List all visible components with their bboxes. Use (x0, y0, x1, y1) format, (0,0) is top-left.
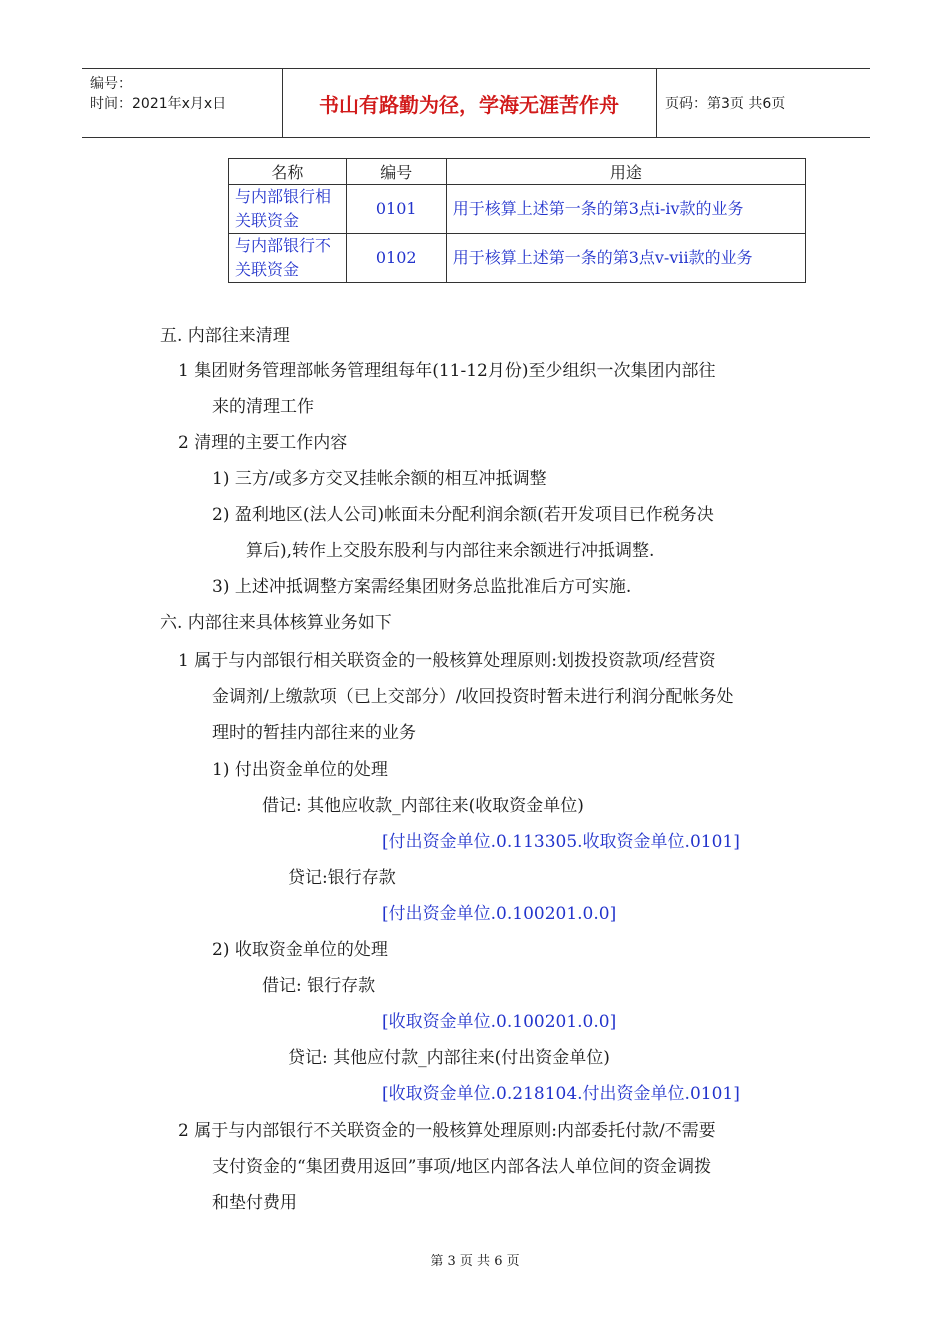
body-line: 来的清理工作 (212, 397, 314, 417)
cell-usage: 用于核算上述第一条的第3点v-vii款的业务 (446, 234, 805, 283)
column-header-code: 编号 (346, 159, 446, 185)
section-heading-5: 五. 内部往来清理 (160, 326, 290, 346)
table-header-row (229, 159, 806, 185)
body-line: 金调剂/上缴款项（已上交部分）/收回投资时暂未进行利润分配帐务处 (212, 687, 734, 707)
table-row (229, 185, 806, 234)
header-page: 页码：第3页 共6页 (665, 96, 786, 112)
cell-code: 0102 (346, 234, 446, 283)
body-line: 2 属于与内部银行不关联资金的一般核算处理原则:内部委托付款/不需要 (178, 1121, 716, 1141)
entry-line: 贷记:银行存款 (288, 868, 396, 888)
body-line: 1 属于与内部银行相关联资金的一般核算处理原则:划拨投资款项/经营资 (178, 651, 716, 671)
account-code: [付出资金单位.0.113305.收取资金单位.0101] (382, 832, 740, 852)
entry-line: 借记: 银行存款 (262, 976, 376, 996)
page-header (82, 68, 870, 138)
body-line: 2) 盈利地区(法人公司)帐面未分配利润余额(若开发项目已作税务决 (212, 505, 714, 525)
body-line: 算后),转作上交股东股利与内部往来余额进行冲抵调整. (246, 541, 655, 561)
body-line: 1) 三方/或多方交叉挂帐余额的相互冲抵调整 (212, 469, 547, 489)
header-meta (82, 69, 283, 137)
body-line: 1) 付出资金单位的处理 (212, 760, 388, 780)
header-time: 时间：2021年x月x日 (90, 96, 227, 112)
cell-usage: 用于核算上述第一条的第3点i-iv款的业务 (446, 185, 805, 234)
body-line: 1 集团财务管理部帐务管理组每年(11-12月份)至少组织一次集团内部往 (178, 361, 716, 381)
body-line: 理时的暂挂内部往来的业务 (212, 723, 416, 743)
cell-name: 与内部银行相关联资金 (229, 185, 347, 234)
account-table (228, 158, 806, 283)
body-line: 和垫付费用 (212, 1193, 297, 1213)
cell-name: 与内部银行不关联资金 (229, 234, 347, 283)
body-line: 3) 上述冲抵调整方案需经集团财务总监批准后方可实施. (212, 577, 632, 597)
page-footer: 第 3 页 共 6 页 (430, 1254, 520, 1269)
body-line: 2) 收取资金单位的处理 (212, 940, 388, 960)
entry-line: 贷记: 其他应付款_内部往来(付出资金单位) (288, 1048, 610, 1068)
section-heading-6: 六. 内部往来具体核算业务如下 (160, 613, 392, 633)
column-header-usage: 用途 (446, 159, 805, 185)
header-number: 编号： (90, 76, 132, 92)
account-code: [收取资金单位.0.100201.0.0] (382, 1012, 617, 1032)
header-motto: 书山有路勤为径，学海无涯苦作舟 (282, 69, 657, 137)
account-code: [付出资金单位.0.100201.0.0] (382, 904, 617, 924)
cell-code: 0101 (346, 185, 446, 234)
column-header-name: 名称 (229, 159, 347, 185)
table-row (229, 234, 806, 283)
entry-line: 借记: 其他应收款_内部往来(收取资金单位) (262, 796, 584, 816)
account-code: [收取资金单位.0.218104.付出资金单位.0101] (382, 1084, 740, 1104)
body-line: 支付资金的“集团费用返回”事项/地区内部各法人单位间的资金调拨 (212, 1157, 712, 1177)
body-line: 2 清理的主要工作内容 (178, 433, 348, 453)
